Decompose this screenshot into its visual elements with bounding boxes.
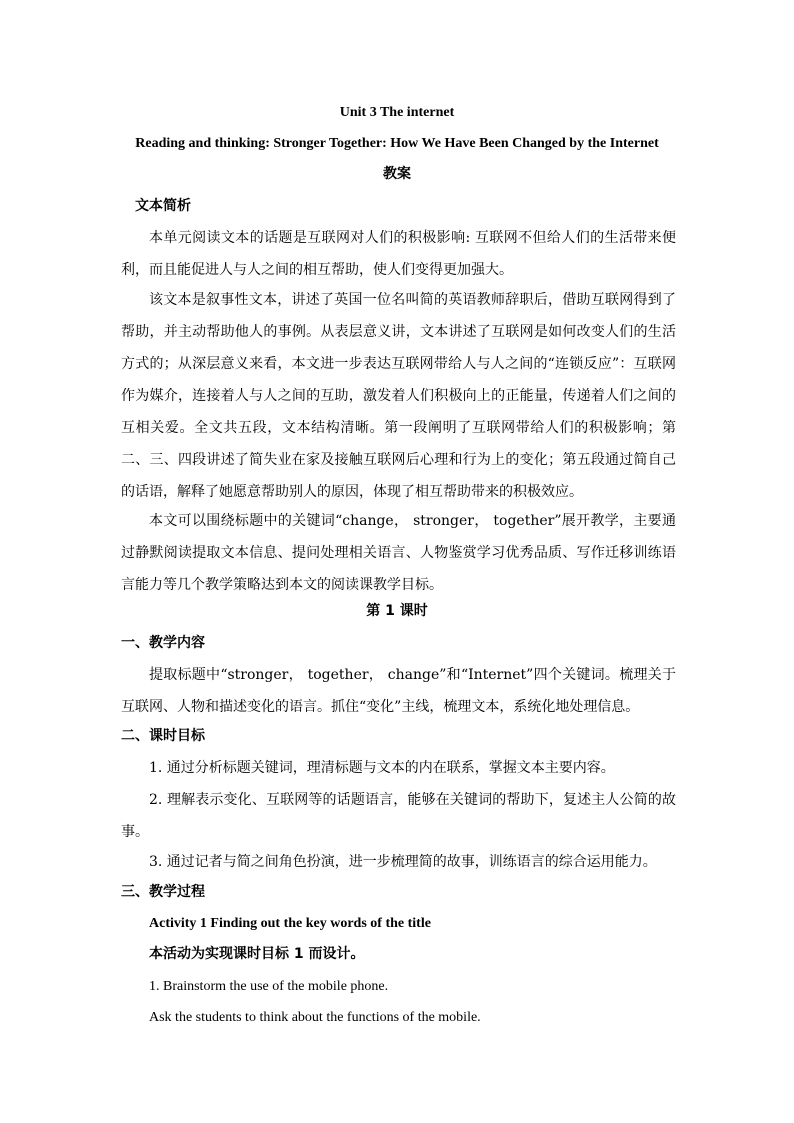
goal-item-2: 2. 理解表示变化、互联网等的话题语言，能够在关键词的帮助下，复述主人公简的故事。 [121,792,676,840]
paragraph-teaching-strategy: 本文可以围绕标题中的关键词“change， stronger， together”展开教学，主要通过静默阅读提取文本信息、提问处理相关语言、人物鉴赏学习优秀品质、写作迁移训练语言能力等几个教学策略达到本文的阅读课教学目标。 [121,513,676,593]
paragraph-content: 提取标题中“stronger， together， change”和“Internet”四个关键词。梳理关于互联网、人物和描述变化的语言。抓住“变化”主线，梳理文本，系统化地处理信息。 [121,667,676,715]
lesson-title: Reading and thinking: Stronger Together: How We Have Been Changed by the Internet [135,136,659,151]
section-heading-content: 一、教学内容 [121,635,205,651]
unit-title: Unit 3 The internet [339,105,455,120]
activity-1-title: Activity 1 Finding out the key words of the title [149,916,431,931]
activity-1-note: 本活动为实现课时目标 1 而设计。 [149,946,365,962]
activity-1-step-1-detail: Ask the students to think about the functions of the mobile. [149,1010,481,1025]
section-heading-goals: 二、课时目标 [121,728,205,744]
goal-item-1: 1. 通过分析标题关键词，理清标题与文本的内在联系，掌握文本主要内容。 [149,760,615,776]
goal-item-3: 3. 通过记者与简之间角色扮演，进一步梳理简的故事，训练语言的综合运用能力。 [149,854,657,870]
section-heading-process: 三、教学过程 [121,884,205,900]
paragraph-topic: 本单元阅读文本的话题是互联网对人们的积极影响: 互联网不但给人们的生活带来便利，而且能促进人与人之间的相互帮助，使人们变得更加强大。 [121,230,676,278]
activity-1-step-1: 1. Brainstorm the use of the mobile phone. [149,979,389,994]
section-heading-text-analysis: 文本简析 [135,198,191,214]
lesson-1-title: 第 1 课时 [366,603,428,619]
document-type: 教案 [383,166,411,182]
paragraph-narrative: 该文本是叙事性文本，讲述了英国一位名叫简的英语教师辞职后，借助互联网得到了帮助，并主动帮助他人的事例。从表层意义讲，文本讲述了互联网是如何改变人们的生活方式的；从深层意义来看，本文进一步表达互联网带给人与人之间的“连锁反应”：互联网作为媒介，连接着人与人之间的互助，激发着人们积极向上的正能量，传递着人们之间的互相关爱。全文共五段，文本结构清晰。第一段阐明了互联网带给人们的积极影响；第二、三、四段讲述了简失业在家及接触互联网后心理和行为上的变化；第五段通过简自己的话语，解释了她愿意帮助别人的原因，体现了相互帮助带来的积极效应。 [121,292,676,500]
